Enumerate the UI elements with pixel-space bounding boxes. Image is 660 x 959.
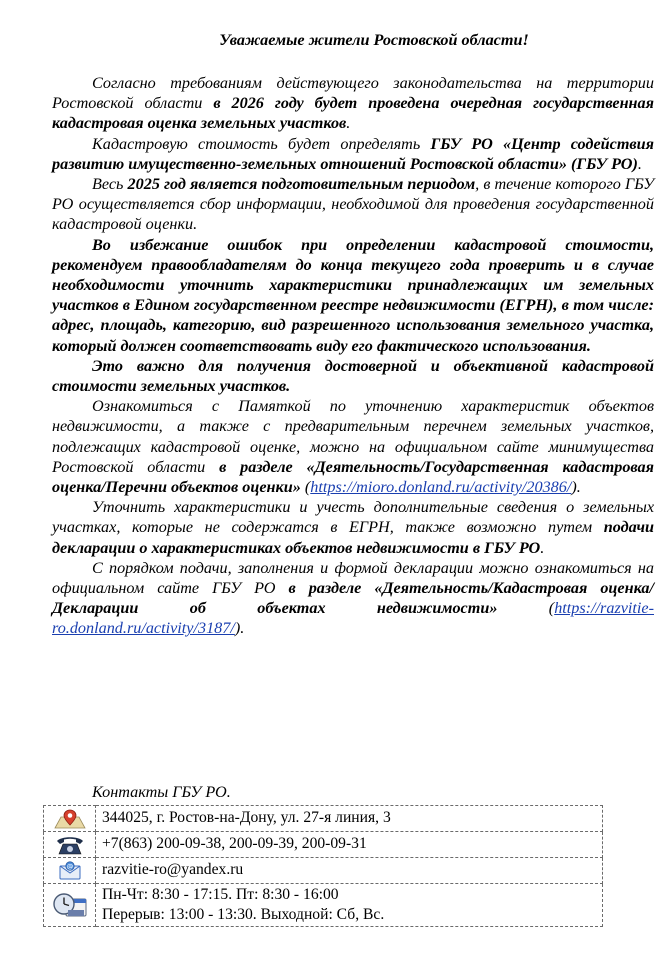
contact-row-address bbox=[44, 806, 603, 832]
contact-row-email bbox=[44, 858, 603, 884]
svg-text:@: @ bbox=[66, 861, 73, 870]
page-title: Уважаемые жители Ростовской области! bbox=[219, 31, 529, 49]
telephone-icon bbox=[44, 832, 96, 858]
paragraph-importance: Это важно для получения достоверной и объективной кадастровой стоимости земельных участков. bbox=[52, 356, 654, 396]
paragraph-preparatory-period: Весь 2025 год является подготовительным периодом, в течение которого ГБУ РО осуществляется сбор информации, необходимой для проведения государственной кадастровой оценки. bbox=[52, 175, 654, 234]
paragraph-declaration-procedure: С порядком подачи, заполнения и формой декларации можно ознакомиться на официальном сайте ГБУ РО в разделе «Деятельность/Кадастровая оценка/Декларации об объектах недвижимости» (https://razvitie-ro.donland.ru/activity/3187/). bbox=[52, 558, 654, 638]
paragraph-declaration: Уточнить характеристики и учесть дополнительные сведения о земельных участках, которые не содержатся в ЕГРН, также возможно путем подачи декларации о характеристиках объектов недвижимости в ГБУ РО. bbox=[52, 498, 654, 557]
contact-hours bbox=[96, 884, 603, 927]
paragraph-assessment-2026: Согласно требованиям действующего законодательства на территории Ростовской области в 2026 году будет проведена очередная государственная кадастровая оценка земельных участков. bbox=[52, 74, 654, 133]
email-icon bbox=[44, 858, 96, 884]
mioro-section-path: в разделе «Деятельность/Государственная кадастровая оценка/Перечни объектов оценки» bbox=[52, 457, 654, 497]
paragraph-memo: Ознакомиться с Памяткой по уточнению характеристик объектов недвижимости, а также с предварительным перечнем земельных участков, подлежащих кадастровой оценке, можно на официальном сайте минимущества Ростовской области в разделе «Деятельность/Государственная кадастровая оценка/Перечни объектов оценки» (https://mioro.donland.ru/activity/20386/). bbox=[52, 397, 654, 497]
mioro-link[interactable]: https://mioro.donland.ru/activity/20386/ bbox=[310, 478, 572, 497]
contact-row-hours bbox=[44, 884, 603, 927]
razvitie-link[interactable]: https://razvitie-ro.donland.ru/activity/3187/ bbox=[52, 599, 654, 638]
contacts-table bbox=[43, 805, 603, 927]
paragraph-recommendation: Во избежание ошибок при определении кадастровой стоимости, рекомендуем правообладателям до конца текущего года проверить и в случае необходимости уточнить характеристики принадлежащих им земельных участков в Едином государственном реестре недвижимости (ЕГРН), в том числе: адрес, площадь, категорию, вид разрешенного использования земельного участка, который должен соответствовать виду его фактического использования. bbox=[52, 235, 654, 355]
document-body bbox=[52, 73, 654, 639]
contacts-label: Контакты ГБУ РО. bbox=[92, 783, 231, 801]
assessment-2026-emphasis: в 2026 году будет проведена очередная государственная кадастровая оценка земельных участков bbox=[52, 94, 654, 133]
contact-phone: +7(863) 200-09-38, 200-09-39, 200-09-31 bbox=[96, 832, 603, 858]
contact-row-phone bbox=[44, 832, 603, 858]
email-link[interactable]: razvitie-ro@yandex.ru bbox=[102, 861, 244, 879]
paragraph-gbu-ro: Кадастровую стоимость будет определять ГБУ РО «Центр содействия развитию имущественно-земельных отношений Ростовской области» (ГБУ РО). bbox=[52, 134, 655, 173]
razvitie-section-path: в разделе «Деятельность/Кадастровая оценка/Декларации об объектах недвижимости» bbox=[52, 579, 654, 618]
hours-break-weekend: Перерыв: 13:00 - 13:30. Выходной: Сб, Вс. bbox=[102, 906, 385, 923]
contact-address: 344025, г. Ростов-на-Дону, ул. 27-я линия, 3 bbox=[96, 806, 603, 832]
declaration-emphasis: подачи декларации о характеристиках объектов недвижимости в ГБУ РО bbox=[52, 518, 654, 557]
preparatory-period-emphasis: 2025 год является подготовительным периодом bbox=[127, 175, 476, 194]
map-pin-icon bbox=[44, 806, 96, 832]
contact-email[interactable] bbox=[96, 858, 603, 884]
clock-calendar-icon bbox=[44, 884, 96, 927]
gbu-ro-name: ГБУ РО «Центр содействия развитию имущественно-земельных отношений Ростовской области» (ГБУ РО) bbox=[52, 134, 655, 173]
hours-weekdays: Пн-Чт: 8:30 - 17:15. Пт: 8:30 - 16:00 bbox=[102, 886, 339, 903]
